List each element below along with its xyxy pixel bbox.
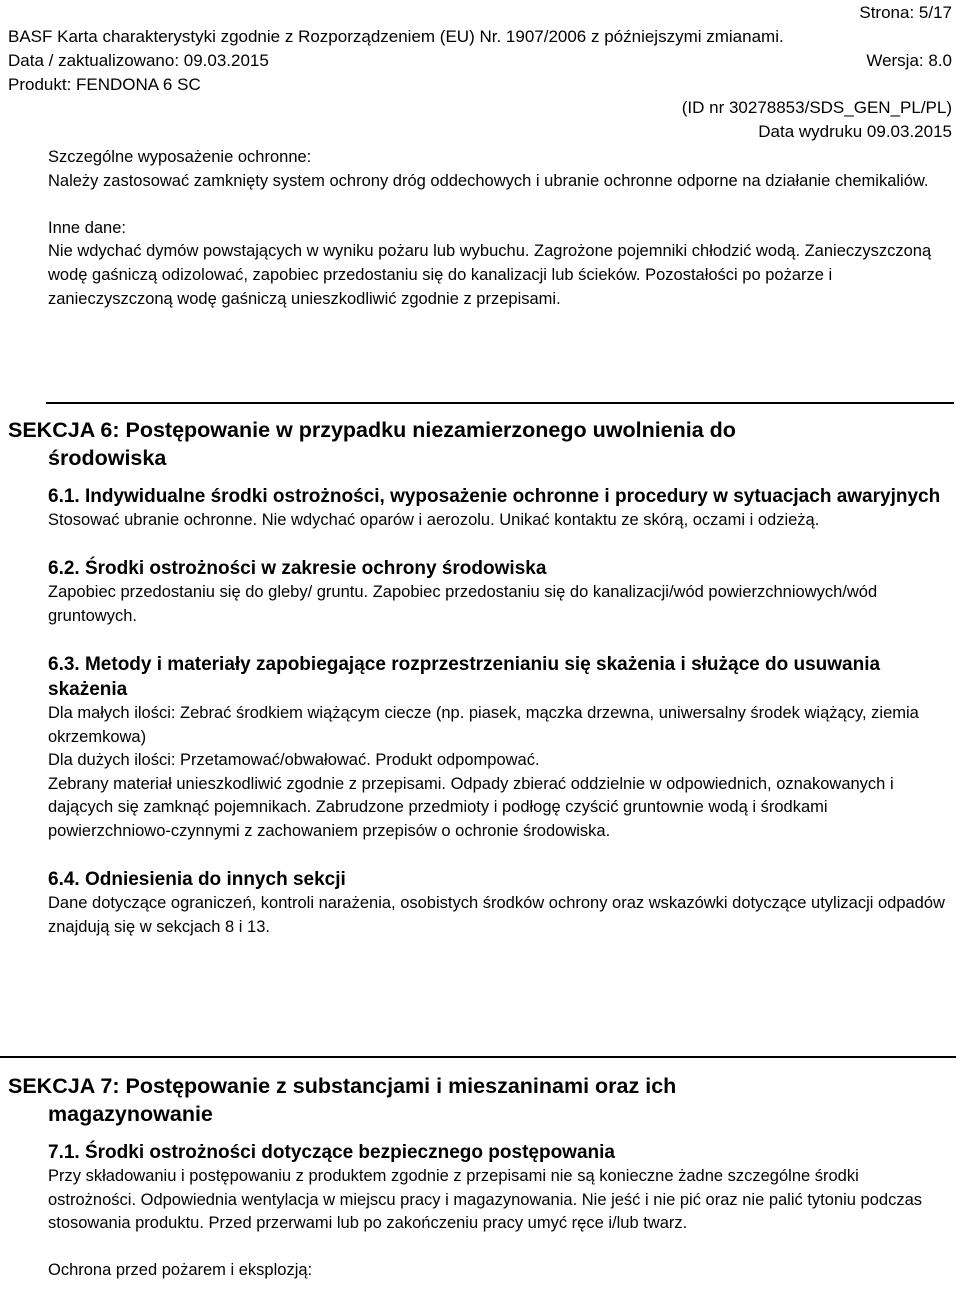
header-print-date: Data wydruku 09.03.2015 [758,122,952,141]
s64-title: 6.4. Odniesienia do innych sekcji [48,869,346,891]
section7-title-line1: SEKCJA 7: Postępowanie z substancjami i mieszaninami oraz ich [8,1074,677,1098]
section6-title-line2: środowiska [48,446,167,470]
s63-text: Zebrany materiał unieszkodliwić zgodnie z przepisami. Odpady zbierać oddzielnie w odpowiednich, oznakowanych i dających się zamknąć pojemnikach. Zabrudzone przedmioty i podłogę czyścić gruntownie wodą i środkami powierzchniowo-czynnymi z zachowaniem przepisów o ochronie środowiska. [48,774,894,840]
section-divider [46,402,954,404]
header-regulation: BASF Karta charakterystyki zgodnie z Rozporządzeniem (EU) Nr. 1907/2006 z późniejszymi zmianami. [8,27,784,46]
section7-title-line2: magazynowanie [48,1102,213,1126]
s63-large: Dla dużych ilości: Przetamować/obwałować. Produkt odpompować. [48,751,540,770]
s71-title: 7.1. Środki ostrożności dotyczące bezpiecznego postępowania [48,1142,615,1163]
header-version: Wersja: 8.0 [866,51,952,70]
s61-text: Stosować ubranie ochronne. Nie wdychać oparów i aerozolu. Unikać kontaktu ze skórą, oczami i odzieżą. [48,511,820,529]
other-label: Inne dane: [48,218,126,237]
other-text: Nie wdychać dymów powstających w wyniku pożaru lub wybuchu. Zagrożone pojemniki chłodzić wodą. Zanieczyszczoną wodę gaśniczą odizolować, zapobiec przedostaniu się do kanalizacji lub ścieków. Pozostałości po pożarze i zanieczyszczoną wodę gaśniczą unieszkodliwić zgodnie z przepisami. [48,242,932,308]
section6-title-line1: SEKCJA 6: Postępowanie w przypadku niezamierzonego uwolnienia do [8,418,736,442]
s64-text: Dane dotyczące ograniczeń, kontroli narażenia, osobistych środków ochrony oraz wskazówki dotyczące utylizacji odpadów znajdują się w sekcjach 8 i 13. [48,894,945,936]
equip-text: Należy zastosować zamknięty system ochrony dróg oddechowych i ubranie ochronne odporne na działanie chemikaliów. [48,171,929,190]
page-number: Strona: 5/17 [859,3,952,22]
section-divider [0,1056,956,1058]
s63-small: Dla małych ilości: Zebrać środkiem wiążącym ciecze (np. piasek, mączka drzewna, uniwersalny środek wiążący, ziemia okrzemkowa) [48,703,919,746]
section7-body [48,1140,948,1283]
top-block [48,146,948,311]
section7-title [8,1072,948,1128]
header-id: (ID nr 30278853/SDS_GEN_PL/PL) [681,98,952,117]
header-product: Produkt: FENDONA 6 SC [8,75,201,94]
equip-label: Szczególne wyposażenie ochronne: [48,148,312,166]
header-date-updated: Data / zaktualizowano: 09.03.2015 [8,51,269,70]
section6-title [8,416,948,472]
s62-text: Zapobiec przedostaniu się do gleby/ gruntu. Zapobiec przedostaniu się do kanalizacji/wód powierzchniowych/wód gruntowych. [48,583,878,625]
s61-title: 6.1. Indywidualne środki ostrożności, wyposażenie ochronne i procedury w sytuacjach awaryjnych [48,486,941,507]
s71-text: Przy składowaniu i postępowaniu z produktem zgodnie z przepisami nie są konieczne żadne szczególne środki ostrożności. Odpowiednia wentylacja w miejscu pracy i magazynowania. Nie jeść i nie pić oraz nie palić tytoniu podczas stosowania produktu. Przed przerwami lub po zakończeniu pracy umyć ręce i/lub twarz. [48,1167,923,1233]
s62-title: 6.2. Środki ostrożności w zakresie ochrony środowiska [48,558,547,580]
s63-title: 6.3. Metody i materiały zapobiegające rozprzestrzenianiu się skażenia i służące do usuwania skażenia [48,653,881,700]
section6-body [48,484,948,939]
fire-label: Ochrona przed pożarem i eksplozją: [48,1261,313,1280]
